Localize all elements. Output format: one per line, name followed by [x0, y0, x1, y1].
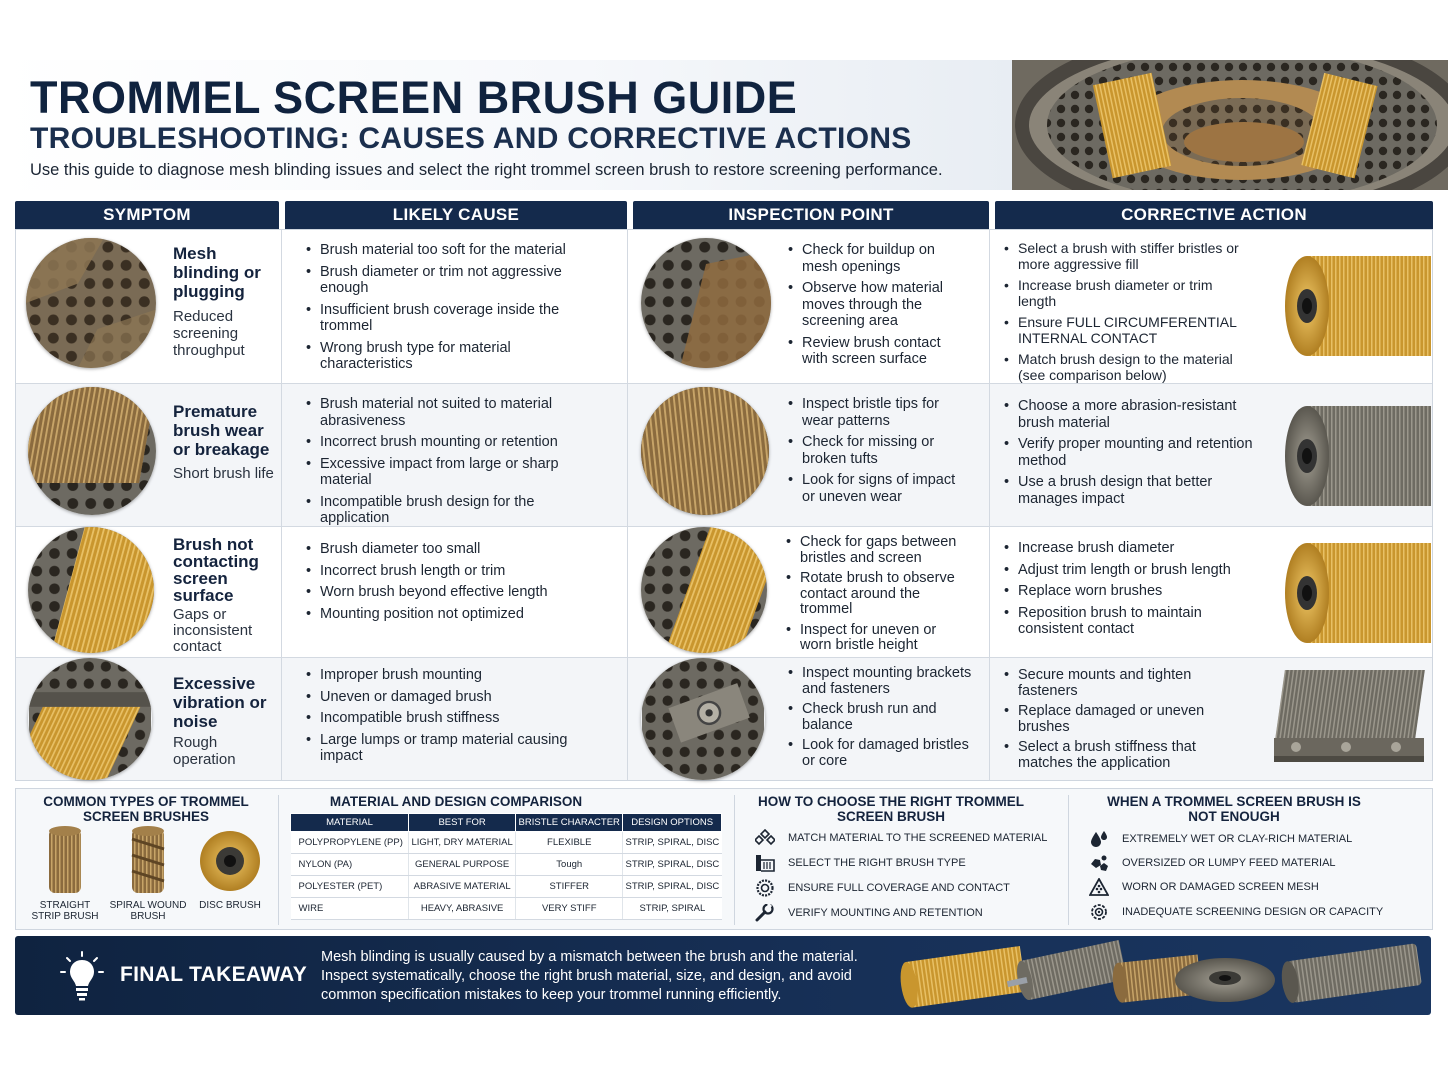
cause-item: • Mounting position not optimized — [306, 606, 576, 623]
straight-strip-brush-icon — [43, 825, 87, 897]
inspection-item: • Check brush run and balance — [788, 702, 973, 733]
cause-item: • Brush diameter or trim not aggressive enough — [306, 264, 576, 297]
table-row — [16, 384, 1432, 527]
table-row — [16, 230, 1432, 384]
action-list — [1004, 668, 1254, 776]
column-header-likely-cause: LIKELY CAUSE — [285, 201, 627, 229]
symptom-subtitle: Gaps or inconsistent contact — [173, 606, 253, 655]
comparison-cell: HEAVY, ABRASIVE — [409, 898, 516, 920]
reference-panel — [15, 788, 1433, 930]
section-divider — [734, 795, 735, 925]
comparison-header: DESIGN OPTIONS — [623, 814, 722, 832]
column-divider — [989, 230, 990, 780]
action-item: • Adjust trim length or brush length — [1004, 562, 1254, 579]
comparison-row — [291, 898, 722, 920]
action-item: • Select a brush with stiffer bristles or more aggressive fill — [1004, 240, 1254, 272]
cause-item: • Wrong brush type for material characteristics — [306, 340, 576, 373]
final-takeaway-banner — [15, 936, 1431, 1015]
cause-item: • Large lumps or tramp material causing impact — [306, 732, 576, 765]
column-header-corrective-action: CORRECTIVE ACTION — [995, 201, 1433, 229]
comparison-cell: STRIP, SPIRAL, DISC — [623, 876, 722, 898]
choose-label: ENSURE FULL COVERAGE AND CONTACT — [788, 882, 1010, 894]
worn-brush-photo — [28, 387, 156, 515]
section-divider — [278, 795, 279, 925]
action-item: • Choose a more abrasion-resistant brush material — [1004, 398, 1254, 431]
comparison-row — [291, 832, 722, 854]
inspection-item: • Check for gaps between bristles and screen — [786, 535, 971, 566]
cause-list — [306, 667, 576, 770]
action-item: • Increase brush diameter — [1004, 540, 1254, 557]
action-item: • Increase brush diameter or trim length — [1004, 277, 1254, 309]
lumps-icon — [1088, 854, 1110, 872]
cause-item: • Incompatible brush design for the application — [306, 494, 576, 527]
spiral-wound-brush-icon — [126, 825, 170, 897]
inspection-item: • Inspect mounting brackets and fasteners — [788, 666, 973, 697]
cause-item: • Incorrect brush mounting or retention — [306, 434, 576, 451]
when-label: EXTREMELY WET OR CLAY-RICH MATERIAL — [1122, 833, 1353, 845]
cause-item: • Incorrect brush length or trim — [306, 563, 576, 580]
action-item: • Use a brush design that better manages impact — [1004, 474, 1254, 507]
symptom-title: Excessive vibration or noise — [173, 674, 267, 731]
comparison-cell: LIGHT, DRY MATERIAL — [409, 832, 516, 854]
when-label: OVERSIZED OR LUMPY FEED MATERIAL — [1122, 857, 1336, 869]
column-divider — [281, 230, 282, 780]
lightbulb-icon — [59, 950, 105, 1002]
strip-brush-mount-image — [1266, 662, 1431, 778]
inspection-item: • Rotate brush to observe contact around the trommel — [786, 571, 971, 618]
inspection-list — [788, 666, 973, 774]
comparison-header: BEST FOR — [409, 814, 516, 832]
page-title: TROMMEL SCREEN BRUSH GUIDE — [30, 72, 798, 123]
cause-item: • Excessive impact from large or sharp material — [306, 456, 576, 489]
inspection-item: • Check for buildup on mesh openings — [788, 242, 968, 275]
inspection-item: • Check for missing or broken tufts — [788, 434, 968, 467]
yellow-cylinder-brush-image — [1271, 533, 1431, 653]
inspection-item: • Look for damaged bristles or core — [788, 738, 973, 769]
action-item: • Secure mounts and tighten fasteners — [1004, 668, 1254, 699]
action-list — [1004, 240, 1254, 388]
gray-cylinder-brush-image — [1271, 394, 1431, 520]
when-title: WHEN A TROMMEL SCREEN BRUSH IS NOT ENOUGH — [1107, 794, 1361, 824]
takeaway-text: Mesh blinding is usually caused by a mismatch between the brush and the material. Inspect systematically, choose the right brush material, size, and design, and avoid common specification mistakes to keep your trommel running efficiently. — [321, 949, 858, 1003]
comparison-cell: Tough — [516, 854, 623, 876]
column-divider — [627, 230, 628, 780]
action-list — [1004, 540, 1254, 643]
comparison-row — [291, 854, 722, 876]
trommel-hero-image — [1012, 60, 1448, 190]
when-item — [1088, 903, 1383, 921]
cause-list — [306, 541, 576, 627]
type-label: STRAIGHT STRIP BRUSH — [31, 900, 99, 922]
cause-item: • Brush material not suited to material abrasiveness — [306, 396, 576, 429]
comparison-cell: ABRASIVE MATERIAL — [409, 876, 516, 898]
comparison-cell: STIFFER — [516, 876, 623, 898]
cause-list — [306, 242, 576, 378]
page-subtitle: TROUBLESHOOTING: CAUSES AND CORRECTIVE ACTIONS — [30, 122, 912, 155]
comparison-cell: STRIP, SPIRAL — [623, 898, 722, 920]
choose-label: VERIFY MOUNTING AND RETENTION — [788, 907, 983, 919]
action-item: • Replace worn brushes — [1004, 583, 1254, 600]
target-gear-icon — [1088, 903, 1110, 921]
when-item — [1088, 830, 1352, 848]
yellow-cylinder-brush-image — [1271, 242, 1431, 370]
table-row — [16, 527, 1432, 658]
when-label: WORN OR DAMAGED SCREEN MESH — [1122, 881, 1319, 893]
action-item: • Replace damaged or uneven brushes — [1004, 704, 1254, 735]
brush-lineup-image — [895, 940, 1425, 1012]
comparison-cell: WIRE — [291, 898, 409, 920]
symptom-subtitle: Rough operation — [173, 734, 236, 768]
comparison-row — [291, 876, 722, 898]
comparison-cell: FLEXIBLE — [516, 832, 623, 854]
comparison-cell: POLYESTER (PET) — [291, 876, 409, 898]
intro-text: Use this guide to diagnose mesh blinding issues and select the right trommel screen brush to restore screening performance. — [30, 161, 943, 179]
cause-list — [306, 396, 576, 532]
brush-type-icon — [754, 854, 776, 872]
cause-item: • Brush diameter too small — [306, 541, 576, 558]
disc-brush — [192, 825, 268, 911]
mesh-blinding-photo — [26, 238, 156, 368]
inspection-item: • Inspect for uneven or worn bristle height — [786, 623, 971, 654]
cause-item: • Worn brush beyond effective length — [306, 584, 576, 601]
choose-label: SELECT THE RIGHT BRUSH TYPE — [788, 857, 966, 869]
mounting-bracket-photo — [641, 658, 765, 780]
symptom-title: Mesh blinding or plugging — [173, 244, 261, 301]
types-title: COMMON TYPES OF TROMMEL SCREEN BRUSHES — [43, 794, 249, 824]
comparison-title: MATERIAL AND DESIGN COMPARISON — [329, 794, 583, 809]
comparison-cell: POLYPROPYLENE (PP) — [291, 832, 409, 854]
cause-item: • Insufficient brush coverage inside the trommel — [306, 302, 576, 335]
when-item — [1088, 878, 1319, 896]
inspection-item: • Review brush contact with screen surface — [788, 335, 968, 368]
inspection-list — [788, 242, 968, 373]
type-label: SPIRAL WOUND BRUSH — [109, 900, 187, 922]
straight-strip-brush — [26, 825, 104, 922]
when-label: INADEQUATE SCREENING DESIGN OR CAPACITY — [1122, 906, 1384, 918]
contact-check-photo — [641, 527, 767, 653]
comparison-cell: NYLON (PA) — [291, 854, 409, 876]
takeaway-title: FINAL TAKEAWAY — [120, 963, 307, 986]
inspection-item: • Observe how material moves through the screening area — [788, 280, 968, 330]
cause-item: • Incompatible brush stiffness — [306, 710, 576, 727]
choose-item — [754, 829, 1047, 847]
choose-label: MATCH MATERIAL TO THE SCREENED MATERIAL — [788, 832, 1048, 844]
table-row — [16, 658, 1432, 780]
cause-item: • Uneven or damaged brush — [306, 689, 576, 706]
troubleshooting-table — [15, 229, 1433, 781]
inspection-list — [786, 535, 971, 659]
comparison-table — [290, 813, 722, 920]
wrench-icon — [754, 904, 776, 922]
choose-item — [754, 879, 1010, 897]
comparison-cell: VERY STIFF — [516, 898, 623, 920]
spiral-wound-brush — [109, 825, 187, 922]
comparison-header: BRISTLE CHARACTER — [516, 814, 623, 832]
choose-item — [754, 904, 983, 922]
cause-item: • Brush material too soft for the material — [306, 242, 576, 259]
column-header-symptom: SYMPTOM — [15, 201, 279, 229]
comparison-cell: GENERAL PURPOSE — [409, 854, 516, 876]
section-divider — [1068, 795, 1069, 925]
vibration-photo — [28, 658, 152, 780]
action-item: • Match brush design to the material (see comparison below) — [1004, 351, 1254, 383]
choose-title: HOW TO CHOOSE THE RIGHT TROMMEL SCREEN BRUSH — [758, 794, 1024, 824]
symptom-title: Premature brush wear or breakage — [173, 402, 270, 459]
comparison-header: MATERIAL — [291, 814, 409, 832]
action-item: • Reposition brush to maintain consistent contact — [1004, 605, 1254, 638]
mesh-buildup-photo — [641, 238, 771, 368]
type-label: DISC BRUSH — [199, 900, 261, 911]
symptom-title: Brush not contacting screen surface — [173, 535, 259, 605]
coverage-ring-icon — [754, 879, 776, 897]
action-list — [1004, 398, 1254, 512]
action-item: • Ensure FULL CIRCUMFERENTIAL INTERNAL CONTACT — [1004, 314, 1254, 346]
material-icon — [754, 829, 776, 847]
column-header-inspection-point: INSPECTION POINT — [633, 201, 989, 229]
when-item — [1088, 854, 1336, 872]
bristle-tips-photo — [641, 387, 769, 515]
warning-mesh-icon — [1088, 878, 1110, 896]
action-item: • Select a brush stiffness that matches the application — [1004, 740, 1254, 771]
brush-gap-photo — [28, 527, 154, 653]
symptom-subtitle: Reduced screening throughput — [173, 308, 245, 359]
comparison-cell: STRIP, SPIRAL, DISC — [623, 832, 722, 854]
inspection-item: • Look for signs of impact or uneven wear — [788, 472, 968, 505]
water-drops-icon — [1088, 830, 1110, 848]
action-item: • Verify proper mounting and retention method — [1004, 436, 1254, 469]
inspection-list — [788, 396, 968, 510]
choose-item — [754, 854, 966, 872]
comparison-cell: STRIP, SPIRAL, DISC — [623, 854, 722, 876]
cause-item: • Improper brush mounting — [306, 667, 576, 684]
disc-brush-icon — [197, 825, 263, 897]
header-banner — [0, 60, 1448, 190]
inspection-item: • Inspect bristle tips for wear patterns — [788, 396, 968, 429]
symptom-subtitle: Short brush life — [173, 465, 274, 482]
